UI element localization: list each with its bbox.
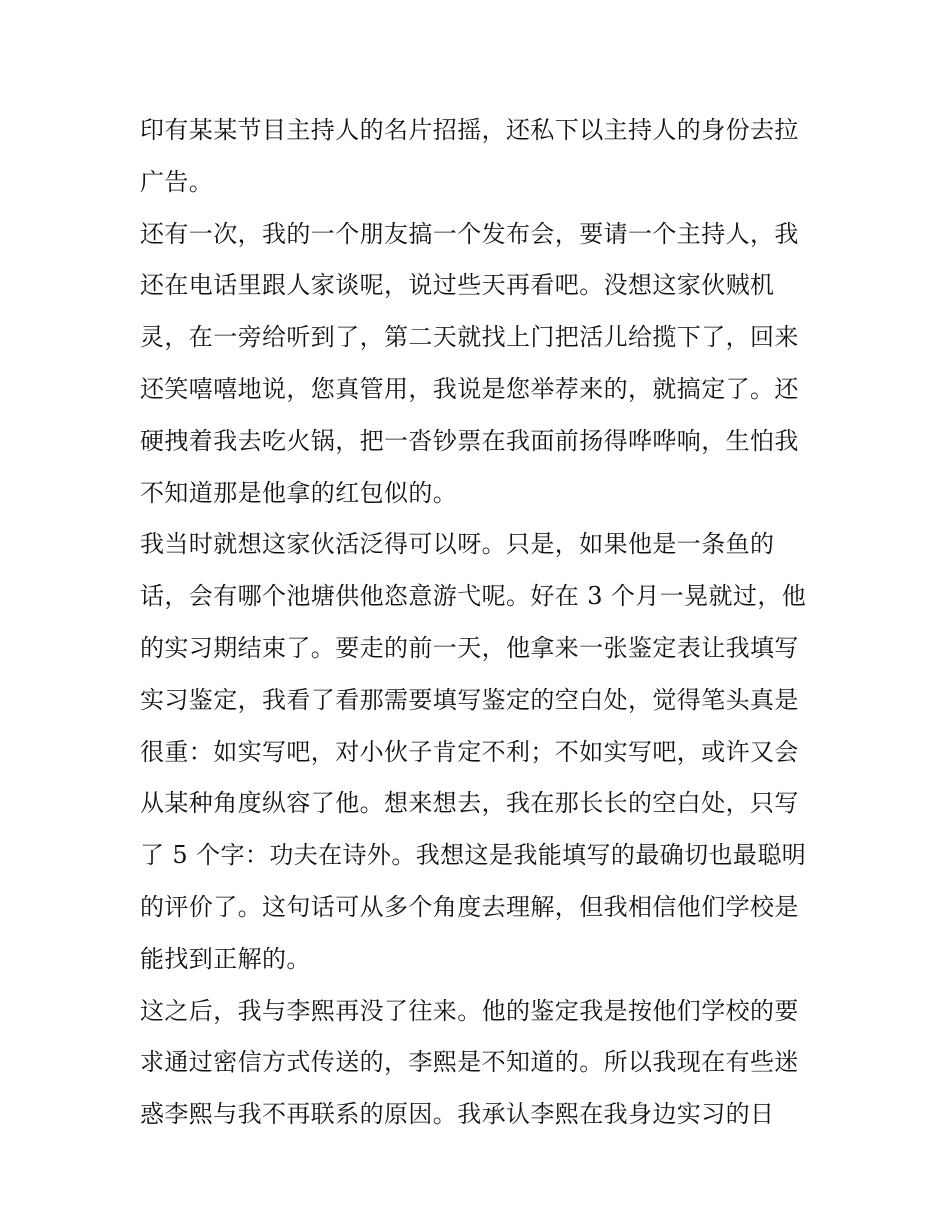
text-line: 了 5 个字：功夫在诗外。我想这是我能填写的最确切也最聪明: [140, 841, 807, 870]
text-line: 广告。: [140, 167, 214, 196]
text-line: 很重：如实写吧，对小伙子肯定不利；不如实写吧，或许又会: [140, 737, 799, 766]
text-line: 这之后，我与李熙再没了往来。他的鉴定我是按他们学校的要: [140, 996, 799, 1025]
text-line: 能找到正解的。: [140, 944, 311, 973]
text-line: 的评价了。这句话可从多个角度去理解，但我相信他们学校是: [140, 892, 799, 921]
text-line: 从某种角度纵容了他。想来想去，我在那长长的空白处，只写: [140, 789, 799, 818]
text-line: 惑李熙与我不再联系的原因。我承认李熙在我身边实习的日: [140, 1100, 775, 1129]
text-line: 灵，在一旁给听到了，第二天就找上门把活儿给揽下了，回来: [140, 323, 799, 352]
text-line: 还笑嘻嘻地说，您真管用，我说是您举荐来的，就搞定了。还: [140, 374, 799, 403]
text-line: 不知道那是他拿的红包似的。: [140, 478, 458, 507]
body-text: [140, 105, 815, 1141]
text-line: 还在电话里跟人家谈呢，说过些天再看吧。没想这家伙贼机: [140, 271, 775, 300]
text-line: 的实习期结束了。要走的前一天，他拿来一张鉴定表让我填写: [140, 633, 799, 662]
text-line: 求通过密信方式传送的，李熙是不知道的。所以我现在有些迷: [140, 1048, 799, 1077]
text-line: 还有一次，我的一个朋友搞一个发布会，要请一个主持人，我: [140, 219, 799, 248]
text-line: 硬拽着我去吃火锅，把一沓钞票在我面前扬得哗哗响，生怕我: [140, 426, 799, 455]
text-line: 话，会有哪个池塘供他恣意游弋呢。好在 3 个月一晃就过，他: [140, 582, 807, 611]
text-line: 实习鉴定，我看了看那需要填写鉴定的空白处，觉得笔头真是: [140, 685, 799, 714]
text-line: 印有某某节目主持人的名片招摇，还私下以主持人的身份去拉: [140, 116, 799, 144]
text-line: 我当时就想这家伙活泛得可以呀。只是，如果他是一条鱼的: [140, 530, 775, 559]
